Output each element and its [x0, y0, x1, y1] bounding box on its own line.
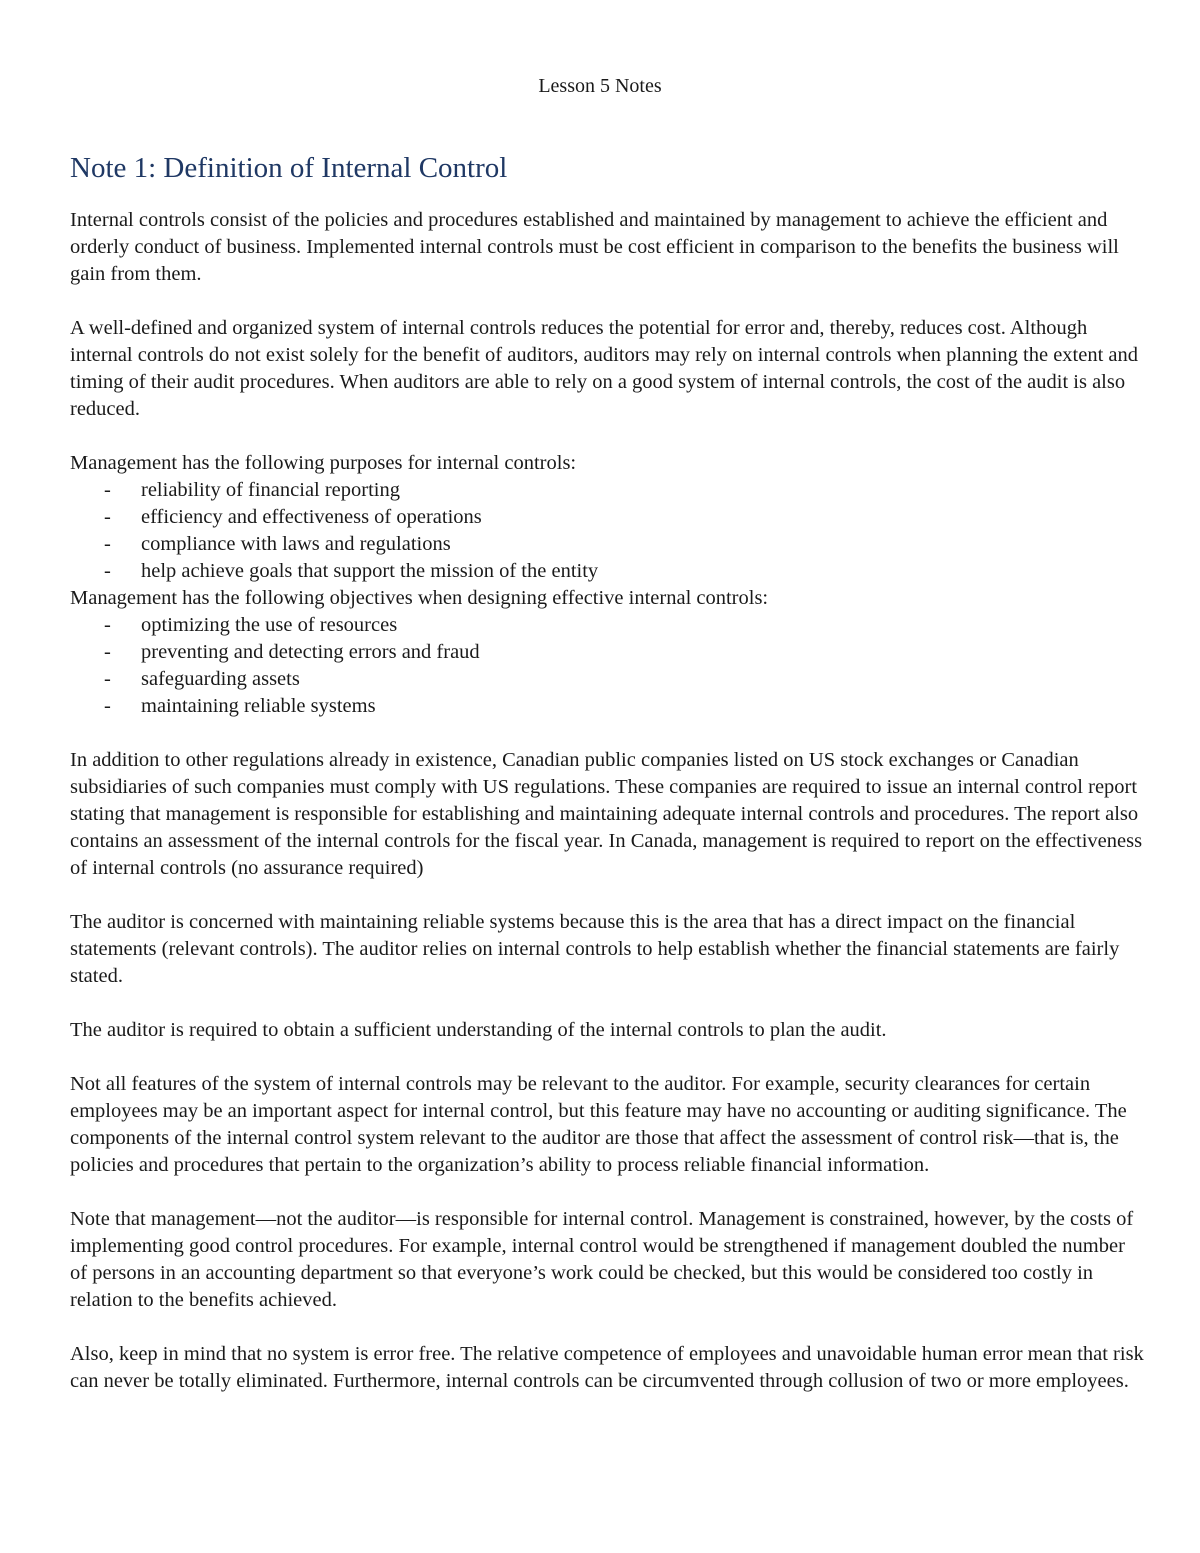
paragraph-definition: Internal controls consist of the policies and procedures established and maintained by management to achieve the efficient and orderly conduct of business. Implemented internal controls must be cost efficient in comparison to the benefits the business will gain from them. — [70, 209, 1119, 285]
paragraph-error-free: Also, keep in mind that no system is error free. The relative competence of employees and unavoidable human error mean that risk can never be totally eliminated. Furthermore, internal controls can be circumvented through collusion of two or more employees. — [70, 1343, 1144, 1392]
purposes-intro: Management has the following purposes for internal controls: — [70, 452, 577, 474]
dash-bullet: - — [104, 695, 111, 717]
dash-bullet: - — [104, 560, 111, 582]
dash-bullet: - — [104, 479, 111, 501]
dash-bullet: - — [104, 641, 111, 663]
paragraph-system-benefits: A well-defined and organized system of internal controls reduces the potential for error and, thereby, reduces cost. Although internal controls do not exist solely for the benefit of auditors, auditors may rely on internal controls when planning the extent and timing of their audit procedures. When auditors are able to rely on a good system of internal controls, the cost of the audit is also reduced. — [70, 317, 1139, 420]
dash-bullet: - — [104, 506, 111, 528]
paragraph-auditor-understanding: The auditor is required to obtain a sufficient understanding of the internal controls to plan the audit. — [70, 1019, 887, 1041]
list-item: - efficiency and effectiveness of operations — [70, 504, 1145, 531]
paragraph-us-regulations: In addition to other regulations already in existence, Canadian public companies listed on US stock exchanges or Canadian subsidiaries of such companies must comply with US regulations. These companies are required to issue an internal control report stating that management is responsible for establishing and maintaining adequate internal controls and procedures. The report also contains an assessment of the internal controls for the fiscal year. In Canada, management is required to report on the effectiveness of internal controls (no assurance required) — [70, 749, 1143, 879]
list-item: - reliability of financial reporting — [70, 477, 1145, 504]
paragraph-management-responsibility: Note that management—not the auditor—is responsible for internal control. Management is constrained, however, by the costs of implementing good control procedures. For example, internal control would be strengthened if management doubled the number of persons in an accounting department so that everyone’s work could be checked, but this would be considered too costly in relation to the benefits achieved. — [70, 1208, 1134, 1311]
page-header-title: Lesson 5 Notes — [538, 75, 662, 97]
dash-bullet: - — [104, 533, 111, 555]
list-item: - maintaining reliable systems — [70, 693, 1145, 720]
document-body — [70, 148, 1145, 1422]
list-item: - preventing and detecting errors and fraud — [70, 639, 1145, 666]
dash-bullet: - — [104, 614, 111, 636]
list-item: - help achieve goals that support the mission of the entity — [70, 558, 1145, 585]
list-item: - optimizing the use of resources — [70, 612, 1145, 639]
dash-bullet: - — [104, 668, 111, 690]
purposes-list — [70, 477, 1145, 585]
note-heading: Note 1: Definition of Internal Control — [70, 152, 508, 184]
list-item: - safeguarding assets — [70, 666, 1145, 693]
objectives-list — [70, 612, 1145, 720]
paragraph-auditor-concern: The auditor is concerned with maintaining reliable systems because this is the area that has a direct impact on the financial statements (relevant controls). The auditor relies on internal controls to help establish whether the financial statements are fairly stated. — [70, 911, 1120, 987]
paragraph-relevant-features: Not all features of the system of internal controls may be relevant to the auditor. For example, security clearances for certain employees may be an important aspect for internal control, but this feature may have no accounting or auditing significance. The components of the internal control system relevant to the auditor are those that affect the assessment of control risk—that is, the policies and procedures that pertain to the organization’s ability to process reliable financial information. — [70, 1073, 1127, 1176]
list-item: - compliance with laws and regulations — [70, 531, 1145, 558]
objectives-intro: Management has the following objectives when designing effective internal controls: — [70, 587, 769, 609]
